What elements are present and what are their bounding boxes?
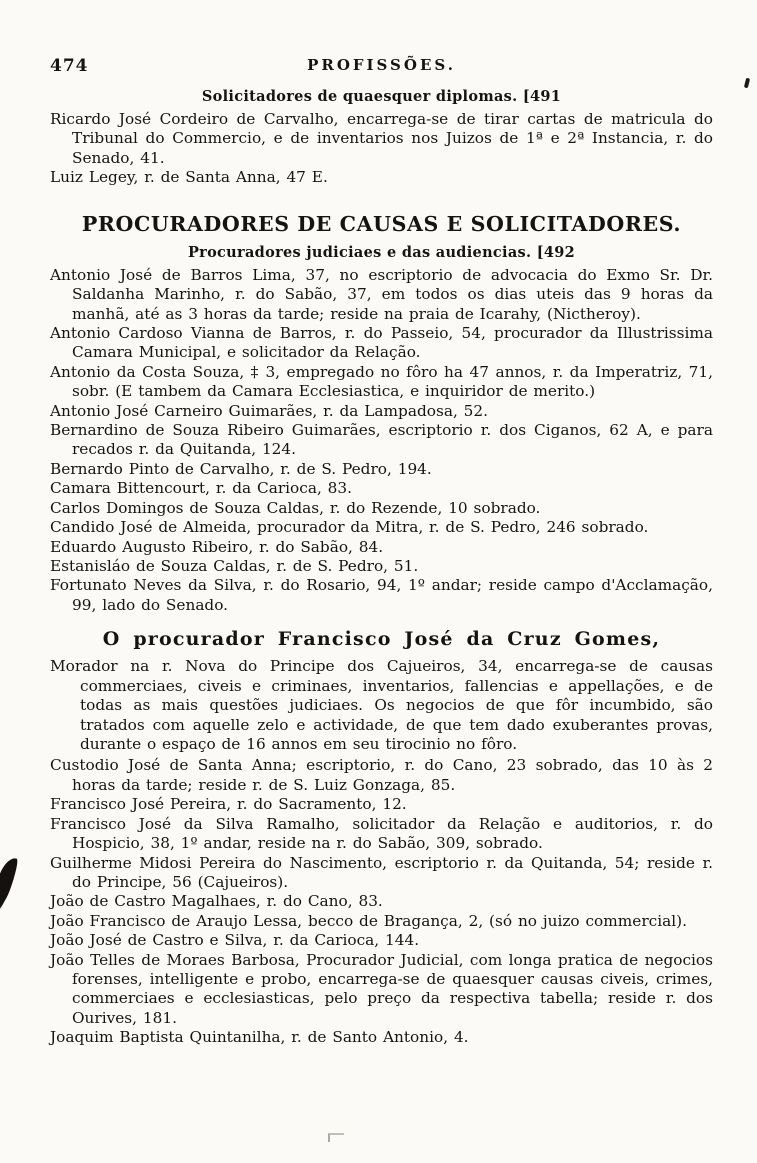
directory-entry: Camara Bittencourt, r. da Carioca, 83. — [50, 479, 352, 498]
directory-entry: Luiz Legey, r. de Santa Anna, 47 E. — [50, 168, 328, 187]
directory-entry: Eduardo Augusto Ribeiro, r. do Sabão, 84. — [50, 537, 384, 556]
directory-entry: Francisco José Pereira, r. do Sacramento, 12. — [50, 795, 407, 814]
directory-entry: Antonio José de Barros Lima, 37, no escriptorio de advocacia do Exmo Sr. Dr. Saldanha Marinho, r. do Sabão, 37, em todos os dias uteis das 9 horas da manhã, até as 3 horas da tarde; reside na praia de Icarahy, (Nictheroy). — [50, 265, 713, 323]
procuradores-entries-group-a — [50, 266, 713, 616]
page-header — [50, 56, 713, 80]
featured-advert-body: Morador na r. Nova do Principe dos Cajueiros, 34, encarrega-se de causas commerciaes, civeis e criminaes, inventarios, fallencias e appellações, e de todas as mais questões judiciaes. Os negocios de que fôr incumbido, são tratados com aquelle zelo e actividade, de que tem dado exuberantes provas, durante o espaço de 16 annos em seu tirocinio no fôro. — [50, 657, 713, 753]
featured-advert-headline: O procurador Francisco José da Cruz Gomes, — [102, 628, 661, 651]
directory-entry: Bernardo Pinto de Carvalho, r. de S. Pedro, 194. — [50, 459, 432, 478]
directory-entry: Ricardo José Cordeiro de Carvalho, encarrega-se de tirar cartas de matricula do Tribunal do Commercio, e de inventarios nos Juizos de 1ª e 2ª Instancia, r. do Senado, 41. — [50, 110, 713, 167]
section-solicitadores-heading: Solicitadores de quaesquer diplomas. [491 — [201, 88, 562, 105]
directory-entry: Guilherme Midosi Pereira do Nascimento, escriptorio r. da Quitanda, 54; reside r. do Principe, 56 (Cajueiros). — [50, 853, 713, 891]
directory-entry: Candido José de Almeida, procurador da Mitra, r. de S. Pedro, 246 sobrado. — [50, 518, 649, 537]
section-procuradores-subtitle: Procuradores judiciaes e das audiencias. [492 — [187, 243, 576, 261]
section-procuradores-title: PROCURADORES DE CAUSAS E SOLICITADORES. — [81, 211, 682, 236]
running-title: PROFISSÕES. — [307, 56, 456, 74]
scan-artifact — [328, 1133, 344, 1142]
directory-entry: Estanisláo de Souza Caldas, r. de S. Pedro, 51. — [50, 557, 419, 576]
directory-entry: Antonio José Carneiro Guimarães, r. da Lampadosa, 52. — [50, 401, 488, 420]
page-number: 474 — [50, 56, 89, 76]
directory-entry: Joaquim Baptista Quintanilha, r. de Santo Antonio, 4. — [50, 1028, 469, 1047]
directory-entry: João Francisco de Araujo Lessa, becco de Bragança, 2, (só no juizo commercial). — [50, 911, 687, 930]
procuradores-entries-group-b — [50, 756, 713, 1047]
directory-entry: Bernardino de Souza Ribeiro Guimarães, escriptorio r. dos Ciganos, 62 A, e para recados r. da Quitanda, 124. — [50, 421, 713, 459]
directory-entry: Fortunato Neves da Silva, r. do Rosario, 94, 1º andar; reside campo d'Acclamação, 99, lado do Senado. — [50, 576, 713, 614]
directory-entry: João Telles de Moraes Barbosa, Procurador Judicial, com longa pratica de negocios forenses, intelligente e probo, encarrega-se de quaesquer causas civeis, crimes, commerciaes e ecclesiasticas, pelo preço da respectiva tabella; reside r. dos Ourives, 181. — [50, 950, 713, 1027]
directory-entry: Custodio José de Santa Anna; escriptorio, r. do Cano, 23 sobrado, das 10 às 2 horas da tarde; reside r. de S. Luiz Gonzaga, 85. — [50, 756, 713, 794]
directory-entry: Antonio da Costa Souza, ‡ 3, empregado no fôro ha 47 annos, r. da Imperatriz, 71, sobr. (E tambem da Camara Ecclesiastica, e inquiridor de merito.) — [50, 362, 713, 401]
directory-entry: Antonio Cardoso Vianna de Barros, r. do Passeio, 54, procurador da Illustrissima Camara Municipal, e solicitador da Relação. — [50, 323, 713, 362]
directory-entry: João José de Castro e Silva, r. da Carioca, 144. — [50, 931, 420, 950]
directory-entry: Carlos Domingos de Souza Caldas, r. do Rezende, 10 sobrado. — [50, 498, 541, 517]
directory-entry: João de Castro Magalhaes, r. do Cano, 83. — [50, 892, 383, 911]
ink-smudge — [0, 855, 21, 911]
corner-ink-mark — [744, 78, 750, 89]
directory-entry: Francisco José da Silva Ramalho, solicitador da Relação e auditorios, r. do Hospicio, 38, 1º andar, reside na r. do Sabão, 309, sobrado. — [50, 814, 713, 853]
solicitadores-entries — [50, 110, 713, 188]
